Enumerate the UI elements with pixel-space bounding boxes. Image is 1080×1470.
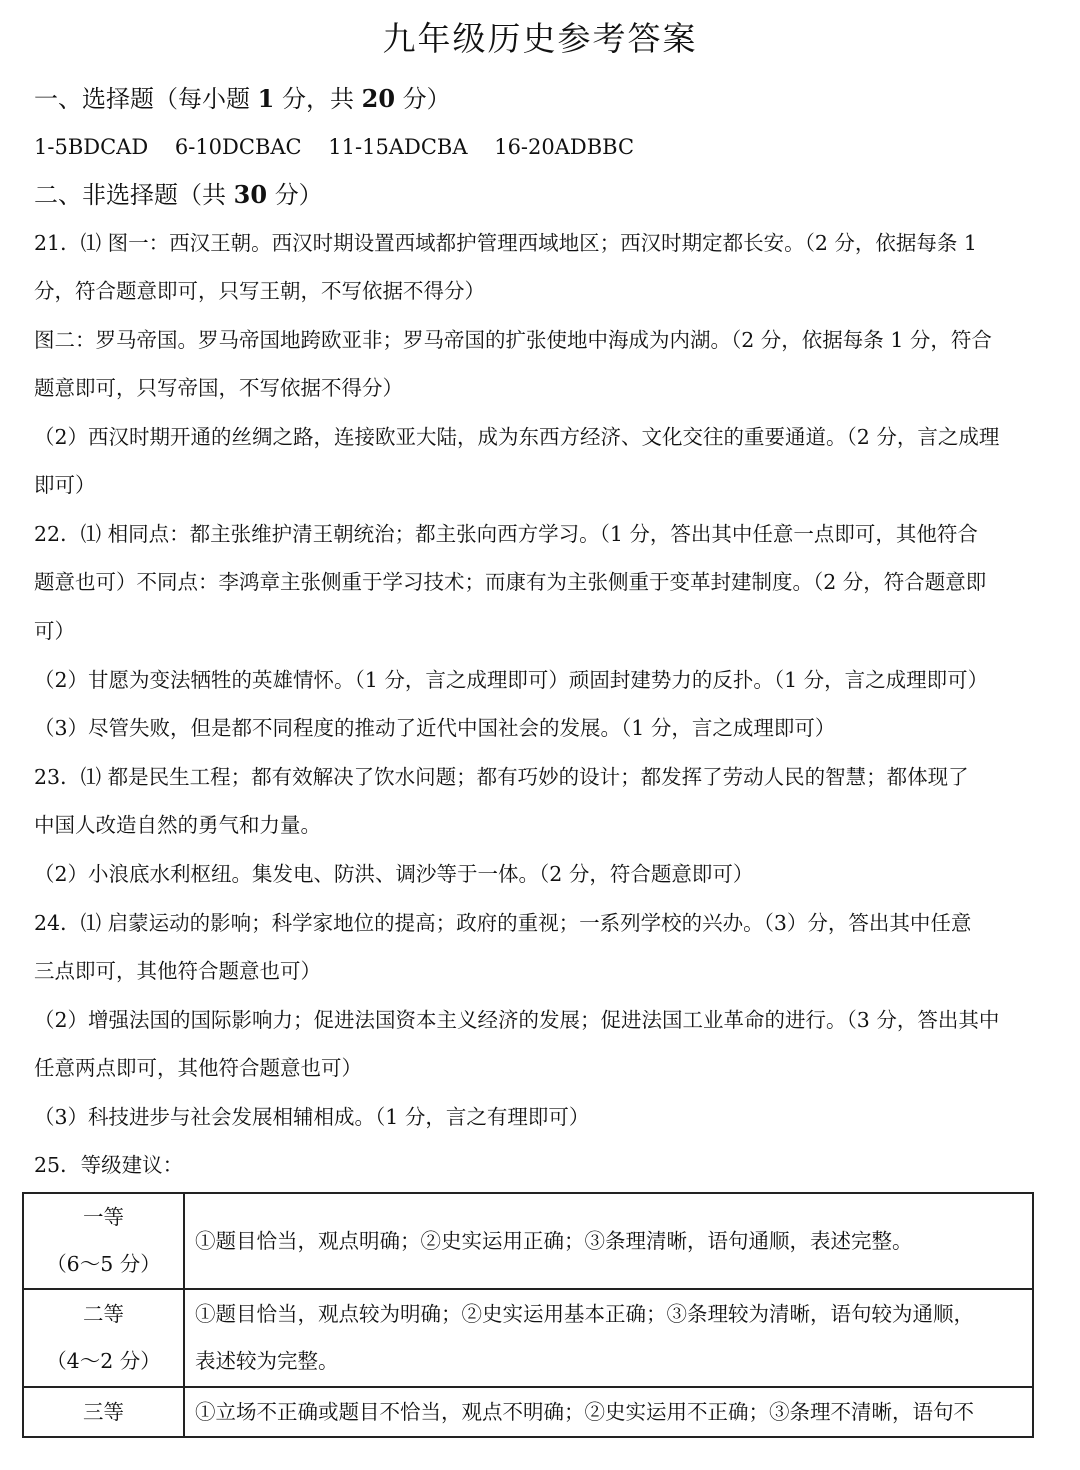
grade-description-cell bbox=[184, 1387, 1033, 1437]
answer-line: 24．⑴ 启蒙运动的影响；科学家地位的提高；政府的重视；一系列学校的兴办。（3）分，答出其中任意 bbox=[34, 911, 972, 935]
answer-line: 可） bbox=[34, 619, 75, 643]
answer-line: 图二：罗马帝国。罗马帝国地跨欧亚非；罗马帝国的扩张使地中海成为内湖。（2 分，依据每条 1 分，符合 bbox=[34, 328, 992, 352]
answer-line: （2）增强法国的国际影响力；促进法国资本主义经济的发展；促进法国工业革命的进行。（3 分，答出其中 bbox=[34, 1008, 1000, 1032]
table-row bbox=[23, 1387, 1033, 1437]
answer-line: （3）尽管失败，但是都不同程度的推动了近代中国社会的发展。（1 分，言之成理即可） bbox=[34, 716, 836, 740]
grade-description: 表述较为完整。 bbox=[195, 1349, 339, 1373]
answer-line: （2）西汉时期开通的丝绸之路，连接欧亚大陆，成为东西方经济、文化交往的重要通道。（2 分，言之成理 bbox=[34, 425, 1000, 449]
table-row bbox=[23, 1289, 1033, 1387]
answer-line: 题意也可）不同点：李鸿章主张侧重于学习技术；而康有为主张侧重于变革封建制度。（2 分，符合题意即 bbox=[34, 570, 987, 594]
answer-group: 6-10DCBAC bbox=[174, 135, 302, 159]
grade-level-cell bbox=[23, 1387, 184, 1437]
grade-level: 一等 bbox=[83, 1205, 124, 1229]
grade-table bbox=[22, 1192, 1034, 1438]
grade-level-cell bbox=[23, 1289, 184, 1387]
answer-line: 中国人改造自然的勇气和力量。 bbox=[34, 813, 321, 837]
grade-level-cell bbox=[23, 1193, 184, 1289]
choice-answers bbox=[34, 132, 654, 162]
section-multiple-choice-heading: 一、选择题（每小题 1 分，共 20 分） bbox=[34, 84, 451, 113]
grade-description: ①立场不正确或题目不恰当，观点不明确；②史实运用不正确；③条理不清晰，语句不 bbox=[195, 1399, 974, 1424]
answer-line: 任意两点即可，其他符合题意也可） bbox=[34, 1056, 362, 1080]
grade-level: 三等 bbox=[83, 1399, 124, 1424]
grade-range: （6～5 分） bbox=[46, 1252, 161, 1276]
answer-line: 23．⑴ 都是民生工程；都有效解决了饮水问题；都有巧妙的设计；都发挥了劳动人民的智慧；都体现了 bbox=[34, 765, 969, 789]
section-non-choice-heading: 二、非选择题（共 30 分） bbox=[34, 180, 323, 209]
answer-group: 11-15ADCBA bbox=[328, 135, 468, 159]
answer-line: 题意即可，只写帝国，不写依据不得分） bbox=[34, 376, 403, 400]
grade-range: （4～2 分） bbox=[46, 1349, 161, 1373]
grade-level: 二等 bbox=[83, 1302, 124, 1326]
answer-line: 分，符合题意即可，只写王朝，不写依据不得分） bbox=[34, 279, 485, 303]
grade-description: ①题目恰当，观点明确；②史实运用正确；③条理清晰，语句通顺，表述完整。 bbox=[195, 1228, 913, 1253]
answer-line: 22．⑴ 相同点：都主张维护清王朝统治；都主张向西方学习。（1 分，答出其中任意一点即可，其他符合 bbox=[34, 522, 978, 546]
grade-description: ①题目恰当，观点较为明确；②史实运用基本正确；③条理较为清晰，语句较为通顺， bbox=[195, 1302, 974, 1326]
table-row bbox=[23, 1193, 1033, 1289]
grade-description-cell bbox=[184, 1289, 1033, 1387]
grade-description-cell bbox=[184, 1193, 1033, 1289]
answer-line: （3）科技进步与社会发展相辅相成。（1 分，言之有理即可） bbox=[34, 1105, 590, 1129]
answer-line: 21．⑴ 图一：西汉王朝。西汉时期设置西域都护管理西域地区；西汉时期定都长安。（2 分，依据每条 1 bbox=[34, 231, 977, 255]
answer-line: 即可） bbox=[34, 473, 96, 497]
answer-line: （2）甘愿为变法牺牲的英雄情怀。（1 分，言之成理即可）顽固封建势力的反扑。（1 分，言之成理即可） bbox=[34, 668, 989, 692]
answer-group: 1-5BDCAD bbox=[34, 135, 149, 159]
page-title: 九年级历史参考答案 bbox=[382, 19, 698, 58]
answer-line: 25．等级建议： bbox=[34, 1153, 184, 1177]
answer-group: 16-20ADBBC bbox=[494, 135, 635, 159]
answer-line: 三点即可，其他符合题意也可） bbox=[34, 959, 321, 983]
answer-line: （2）小浪底水利枢纽。集发电、防洪、调沙等于一体。（2 分，符合题意即可） bbox=[34, 862, 754, 886]
